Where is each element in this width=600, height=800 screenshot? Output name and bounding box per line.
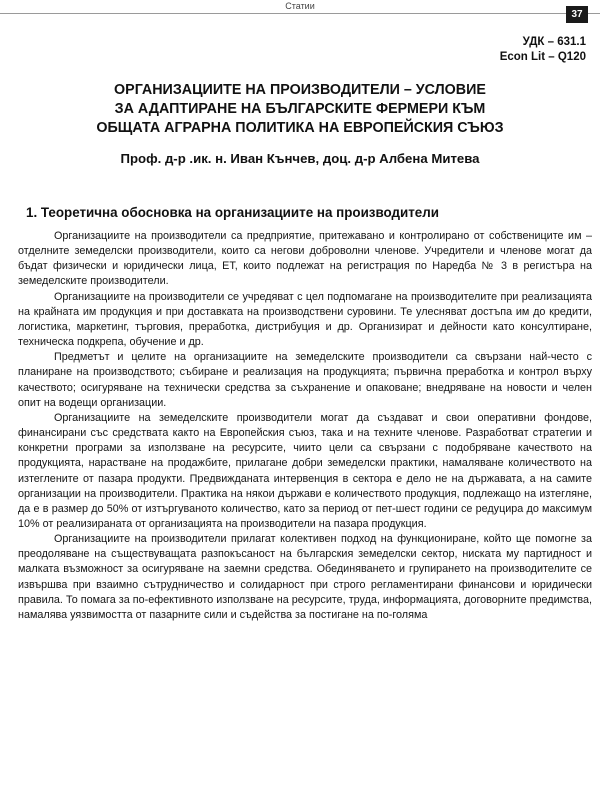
running-header-title: Статии: [285, 1, 315, 11]
title-line: ЗА АДАПТИРАНЕ НА БЪЛГАРСКИТЕ ФЕРМЕРИ КЪМ: [114, 101, 486, 117]
udk-code: УДК – 631.1: [522, 36, 586, 48]
body-paragraph: Организациите на производители се учредяват с цел подпомагане на производителите при реализацията на крайната им продукция и при доставката на производствени суровини. Те улесняват достъпа им до кредити, логистика, маркетинг, търговия, преработка, дистрибуция и др. Организират и дейности като консултиране, техническа подкрепа, обучение и др.: [18, 290, 592, 349]
page-number-badge: 37: [566, 6, 588, 23]
classification-codes: [500, 35, 586, 65]
body-paragraph: Организациите на производители са предприятие, притежавано и контролирано от собствениците им – отделните земеделски производители, които са негови доброволни членове. Учредители и членове могат да бъдат физически и юридически лица, ЕТ, които подлежат на регистрация по Наредба № 3 в регистъра на земеделските производители.: [18, 230, 592, 288]
article-title: [40, 81, 560, 138]
article-body: [18, 229, 592, 800]
econ-lit-code: Econ Lit – Q120: [499, 51, 586, 63]
body-paragraph: Предметът и целите на организациите на земеделските производители са свързани най-често с планиране на производството; събиране и реализация на продукцията; първична преработка и контрол върху качеството; осигуряване на технически средства за съхранение и опаковане; внедряване на новости и челен опит на водещи организации.: [18, 351, 592, 409]
section-heading: 1. Теоретична обосновка на организациите на производители: [26, 205, 439, 220]
title-line: ОБЩАТА АГРАРНА ПОЛИТИКА НА ЕВРОПЕЙСКИЯ СЪЮЗ: [96, 120, 504, 136]
title-line: ОРГАНИЗАЦИИТЕ НА ПРОИЗВОДИТЕЛИ – УСЛОВИЕ: [114, 82, 486, 98]
body-paragraph: Организациите на производители прилагат колективен подход на функциониране, който ще помогне за преодоляване на съществуващата разпокъсаност на българския земеделски сектор, ниската му партидност и малката възможност за осигуряване на заемни средства. Обединяването и групирането на производителите се извършва при взаимно сътрудничество и солидарност при строго регламентирани финансови и юридически правила. То помага за по-ефективното използване на ресурсите, труда, информацията, договорните предимства, намалява уязвимостта от пазарните сили и съдейства за постигане на по-голяма: [18, 533, 592, 621]
body-paragraph: Организациите на земеделските производители могат да създават и свои оперативни фондове, финансирани със средствата както на Европейския съюз, така и на техните членове. Разработват стратегии и конкретни програми за използване на ресурсите, чиито цели са свързани с подобряване качеството на продукцията, нарастване на продажбите, прилагане добри земеделски практики, намаляване количеството на изтеглените от пазара продукти. Предвижданата интервенция в сектора е дело не на държавата, а на самите организации на производители. Практика на някои държави е количеството продукция, подлежащо на изтегляне, да е в размер до 50% от изтъргуваното количество, като за период от пет-шест години се редуцира до максимум 10% от реализираната от организацията на производители на пазара продукция.: [18, 411, 592, 530]
running-header: [0, 0, 600, 14]
article-authors: Проф. д-р .ик. н. Иван Кънчев, доц. д-р Албена Митева: [120, 151, 480, 166]
